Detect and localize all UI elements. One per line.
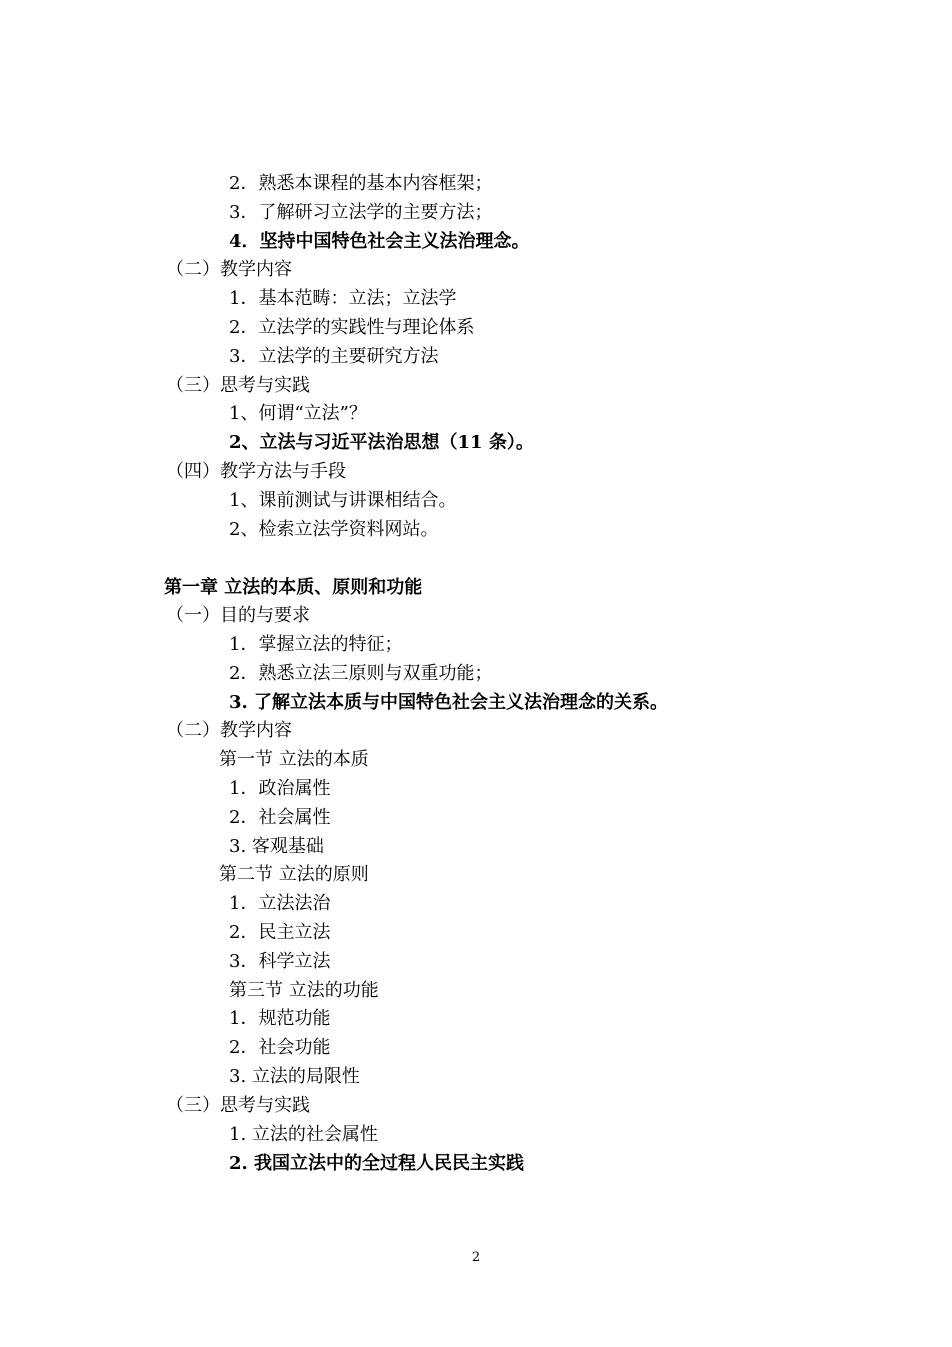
practice-item: 2. 我国立法中的全过程人民民主实践 — [229, 1153, 525, 1174]
objective-item: 3．了解研习立法学的主要方法； — [229, 202, 493, 223]
section-heading: （三）思考与实践 — [166, 1095, 310, 1116]
subsection-title: 第三节 立法的功能 — [229, 980, 379, 1001]
objective-item: 4．坚持中国特色社会主义法治理念。 — [229, 231, 530, 252]
content-item: 3．科学立法 — [229, 951, 331, 972]
page-number: 2 — [471, 1250, 481, 1265]
content-item: 1．立法法治 — [229, 893, 331, 914]
chapter-title: 第一章 立法的本质、原则和功能 — [164, 577, 423, 598]
practice-item: 1. 立法的社会属性 — [229, 1124, 378, 1145]
section-heading: （四）教学方法与手段 — [166, 461, 346, 482]
objective-item: 3. 了解立法本质与中国特色社会主义法治理念的关系。 — [229, 692, 669, 713]
subsection-title: 第二节 立法的原则 — [219, 864, 369, 885]
objective-item: 1．掌握立法的特征； — [229, 634, 403, 655]
content-item: 3. 立法的局限性 — [229, 1066, 360, 1087]
method-item: 2、检索立法学资料网站。 — [229, 519, 439, 540]
section-heading: （三）思考与实践 — [166, 375, 310, 396]
subsection-title: 第一节 立法的本质 — [219, 749, 369, 770]
content-item: 2．民主立法 — [229, 922, 331, 943]
section-heading: （二）教学内容 — [166, 720, 292, 741]
practice-item: 1、何谓“立法”？ — [229, 403, 367, 424]
content-item: 3．立法学的主要研究方法 — [229, 346, 439, 367]
objective-item: 2．熟悉立法三原则与双重功能； — [229, 663, 493, 684]
content-item: 2．社会属性 — [229, 807, 331, 828]
content-item: 2．社会功能 — [229, 1037, 331, 1058]
objective-item: 2．熟悉本课程的基本内容框架； — [229, 173, 493, 194]
method-item: 1、课前测试与讲课相结合。 — [229, 490, 457, 511]
section-heading: （一）目的与要求 — [166, 605, 310, 626]
content-item: 1．政治属性 — [229, 778, 331, 799]
practice-item: 2、立法与习近平法治思想（11 条）。 — [229, 432, 534, 453]
section-heading: （二）教学内容 — [166, 259, 292, 280]
content-item: 1．规范功能 — [229, 1008, 331, 1029]
content-item: 2．立法学的实践性与理论体系 — [229, 317, 475, 338]
content-item: 1．基本范畴：立法；立法学 — [229, 288, 457, 309]
content-item: 3. 客观基础 — [229, 836, 324, 857]
